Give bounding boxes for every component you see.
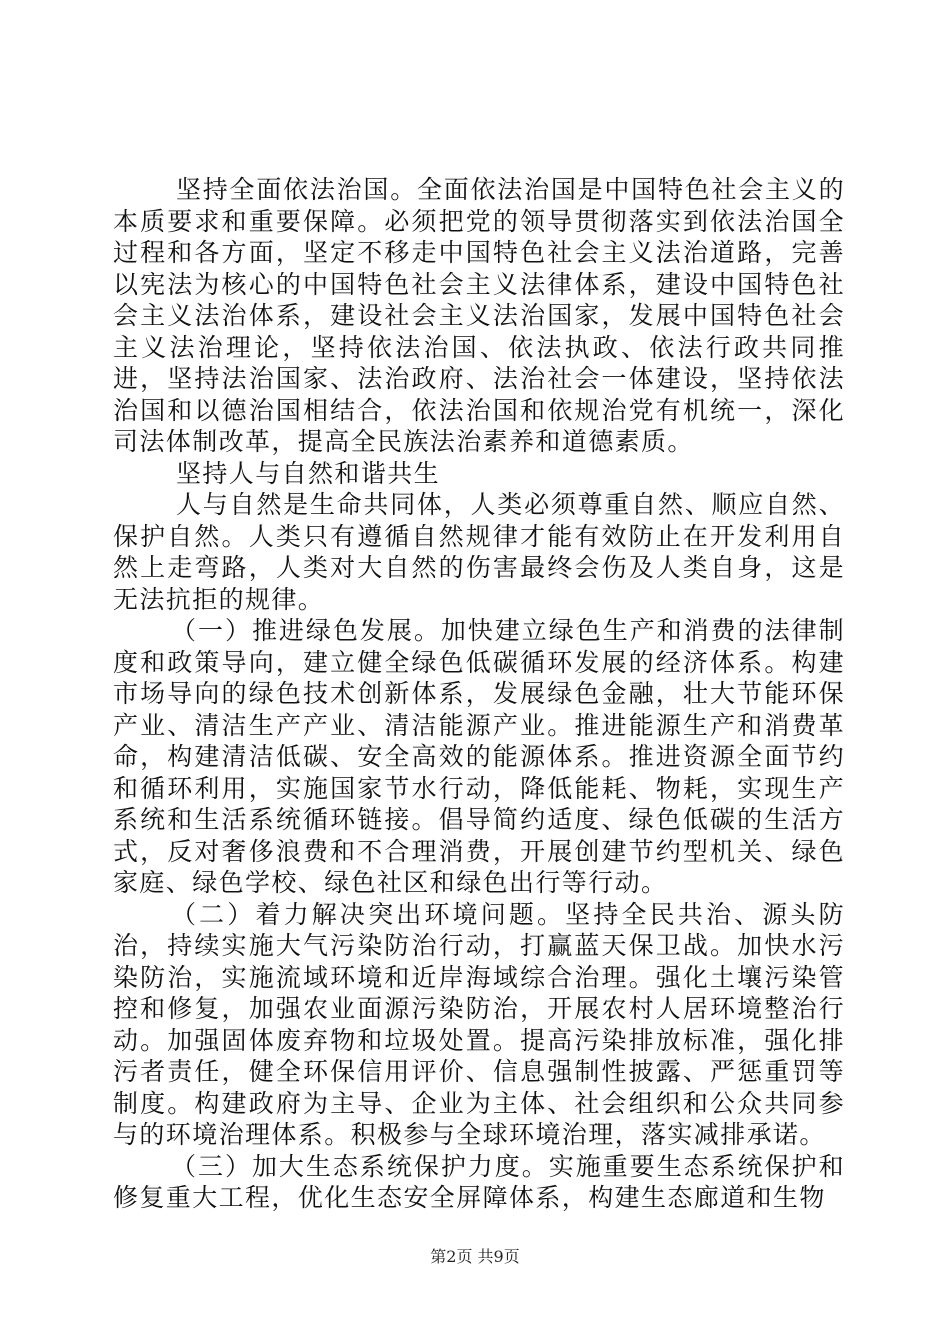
document-body [113, 174, 845, 1214]
page-number-footer: 第2页 共9页 [430, 1247, 520, 1266]
section-heading-harmony-with-nature: 坚持人与自然和谐共生 [176, 458, 441, 488]
paragraph-life-community: 人与自然是生命共同体，人类必须尊重自然、顺应自然、保护自然。人类只有遵循自然规律才能有效防止在开发利用自然上走弯路，人类对大自然的伤害最终会伤及人类自身，这是无法抗拒的规律。 [113, 490, 845, 614]
paragraph-rule-of-law: 坚持全面依法治国。全面依法治国是中国特色社会主义的本质要求和重要保障。必须把党的领导贯彻落实到依法治国全过程和各方面，坚定不移走中国特色社会主义法治道路，完善以宪法为核心的中国特色社会主义法律体系，建设中国特色社会主义法治体系，建设社会主义法治国家，发展中国特色社会主义法治理论，坚持依法治国、依法执政、依法行政共同推进，坚持法治国家、法治政府、法治社会一体建设，坚持依法治国和以德治国相结合，依法治国和依规治党有机统一，深化司法体制改革，提高全民族法治素养和道德素质。 [113, 175, 845, 456]
paragraph-environmental-problems: （二）着力解决突出环境问题。坚持全民共治、源头防治，持续实施大气污染防治行动，打赢蓝天保卫战。加快水污染防治，实施流域环境和近岸海域综合治理。强化土壤污染管控和修复，加强农业面源污染防治，开展农村人居环境整治行动。加强固体废弃物和垃圾处置。提高污染排放标准，强化排污者责任，健全环保信用评价、信息强制性披露、严惩重罚等制度。构建政府为主导、企业为主体、社会组织和公众共同参与的环境治理体系。积极参与全球环境治理，落实减排承诺。 [113, 899, 845, 1149]
paragraph-green-development: （一）推进绿色发展。加快建立绿色生产和消费的法律制度和政策导向，建立健全绿色低碳循环发展的经济体系。构建市场导向的绿色技术创新体系，发展绿色金融，壮大节能环保产业、清洁生产产业、清洁能源产业。推进能源生产和消费革命，构建清洁低碳、安全高效的能源体系。推进资源全面节约和循环利用，实施国家节水行动，降低能耗、物耗，实现生产系统和生活系统循环链接。倡导简约适度、绿色低碳的生活方式，反对奢侈浪费和不合理消费，开展创建节约型机关、绿色家庭、绿色学校、绿色社区和绿色出行等行动。 [113, 616, 845, 897]
paragraph-ecosystem-protection: （三）加大生态系统保护力度。实施重要生态系统保护和修复重大工程，优化生态安全屏障体系，构建生态廊道和生物 [113, 1151, 845, 1212]
